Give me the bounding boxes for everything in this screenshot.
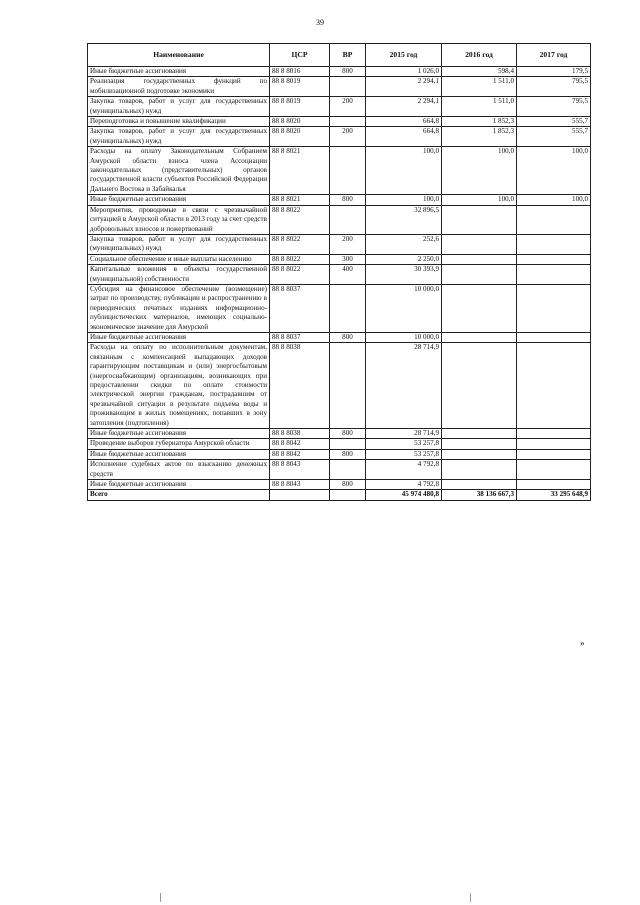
table-body: [88, 67, 591, 490]
header-2016: 2016 год: [442, 44, 517, 67]
row-2016: [442, 254, 517, 264]
row-name: Иные бюджетные ассигнования: [88, 429, 270, 439]
row-2017: [517, 460, 591, 480]
table-row: [88, 77, 591, 97]
row-csr: 88 8 8021: [270, 195, 330, 205]
row-2015: 53 257,8: [366, 449, 442, 459]
row-vr: 800: [330, 67, 366, 77]
row-vr: 200: [330, 127, 366, 147]
row-vr: [330, 117, 366, 127]
row-vr: [330, 205, 366, 234]
row-name: Исполнение судебных актов по взысканию денежных средств: [88, 460, 270, 480]
row-name: Закупка товаров, работ и услуг для государственных (муниципальных) нужд: [88, 127, 270, 147]
row-csr: 88 8 8043: [270, 460, 330, 480]
row-name: Расходы на оплату по исполнительным документам, связанным с компенсацией выпадающих доходов гарантирующим поставщикам и (или) энергосбытовым (энергоснабжающим) организациям, возникающих при предоставлении скидки по оплате стоимости электрической энергии гражданам, пострадавшим от чрезвычайной ситуации в результате подъема воды и проживающим в жилых помещениях, попавших в зону затопления (подтопления): [88, 343, 270, 429]
row-csr: 88 8 8038: [270, 343, 330, 429]
table-row: [88, 284, 591, 332]
page-number: 39: [316, 18, 324, 27]
table-header-row: [88, 44, 591, 67]
table-row: [88, 117, 591, 127]
row-csr: 88 8 8022: [270, 265, 330, 285]
row-vr: 800: [330, 480, 366, 490]
row-name: Закупка товаров, работ и услуг для государственных (муниципальных) нужд: [88, 234, 270, 254]
row-2017: 795,5: [517, 77, 591, 97]
row-2017: [517, 234, 591, 254]
row-2015: 28 714,9: [366, 429, 442, 439]
total-2017: 33 295 648,9: [517, 490, 591, 500]
row-csr: 88 8 8037: [270, 332, 330, 342]
row-2015: 100,0: [366, 195, 442, 205]
table-row: [88, 480, 591, 490]
row-csr: 88 8 8019: [270, 97, 330, 117]
row-2017: [517, 254, 591, 264]
row-vr: [330, 77, 366, 97]
table-row: [88, 234, 591, 254]
row-name: Социальное обеспечение и иные выплаты населению: [88, 254, 270, 264]
row-2017: [517, 343, 591, 429]
table-row: [88, 343, 591, 429]
row-2017: [517, 265, 591, 285]
row-vr: 800: [330, 449, 366, 459]
row-2017: 795,5: [517, 97, 591, 117]
total-vr: [330, 490, 366, 500]
row-name: Капитальные вложения в объекты государственной (муниципальной) собственности: [88, 265, 270, 285]
row-vr: 200: [330, 234, 366, 254]
row-name: Проведение выборов губернатора Амурской области: [88, 439, 270, 449]
row-csr: 88 8 8042: [270, 439, 330, 449]
row-2017: [517, 449, 591, 459]
row-2015: 4 792,8: [366, 480, 442, 490]
row-csr: 88 8 8022: [270, 205, 330, 234]
row-2015: 28 714,9: [366, 343, 442, 429]
total-csr: [270, 490, 330, 500]
row-vr: [330, 460, 366, 480]
row-name: Субсидия на финансовое обеспечение (возмещение) затрат по производству, публикации и распространению в периодических печатных изданиях информационно-публицистических материалов, имеющих социально-экономическое значение для Амурской: [88, 284, 270, 332]
table-row: [88, 449, 591, 459]
header-csr: ЦСР: [270, 44, 330, 67]
row-2016: 1 852,3: [442, 117, 517, 127]
row-vr: [330, 439, 366, 449]
row-2017: [517, 332, 591, 342]
row-2015: 252,6: [366, 234, 442, 254]
row-vr: 400: [330, 265, 366, 285]
row-vr: 200: [330, 97, 366, 117]
row-2015: 2 250,0: [366, 254, 442, 264]
row-2017: [517, 429, 591, 439]
row-name: Иные бюджетные ассигнования: [88, 449, 270, 459]
row-2017: [517, 284, 591, 332]
row-name: Закупка товаров, работ и услуг для государственных (муниципальных) нужд: [88, 97, 270, 117]
table-row: [88, 147, 591, 195]
table-row: [88, 67, 591, 77]
row-2015: 2 294,1: [366, 77, 442, 97]
row-name: Расходы на оплату Законодательным Собранием Амурской области взноса члена Ассоциации законодательных (представительных) органов государственной власти субъектов Российской Федерации Дальнего Востока и Забайкалья: [88, 147, 270, 195]
footer-tick: [160, 893, 161, 902]
row-name: Мероприятия, проводимые в связи с чрезвычайной ситуацией в Амурской области в 2013 году за счет средств добровольных взносов и пожертвований: [88, 205, 270, 234]
row-name: Иные бюджетные ассигнования: [88, 195, 270, 205]
row-2017: [517, 439, 591, 449]
row-2015: 2 294,1: [366, 97, 442, 117]
row-2017: 555,7: [517, 117, 591, 127]
row-2016: 1 852,3: [442, 127, 517, 147]
row-2016: 1 511,0: [442, 77, 517, 97]
row-2016: [442, 205, 517, 234]
table-row: [88, 429, 591, 439]
row-vr: [330, 343, 366, 429]
header-name: Наименование: [88, 44, 270, 67]
row-2017: 100,0: [517, 147, 591, 195]
row-2016: [442, 284, 517, 332]
row-2016: [442, 343, 517, 429]
row-2016: [442, 429, 517, 439]
row-csr: 88 8 8038: [270, 429, 330, 439]
row-2017: 179,5: [517, 67, 591, 77]
closing-quote: »: [580, 638, 585, 648]
row-2017: [517, 205, 591, 234]
row-2015: 10 000,0: [366, 332, 442, 342]
row-csr: 88 8 8019: [270, 77, 330, 97]
row-2016: [442, 332, 517, 342]
header-2015: 2015 год: [366, 44, 442, 67]
row-vr: [330, 147, 366, 195]
row-2016: 100,0: [442, 195, 517, 205]
row-2016: [442, 265, 517, 285]
row-name: Иные бюджетные ассигнования: [88, 332, 270, 342]
table-row: [88, 205, 591, 234]
table-row: [88, 195, 591, 205]
row-2016: [442, 439, 517, 449]
row-csr: 88 8 8037: [270, 284, 330, 332]
table-row: [88, 127, 591, 147]
row-vr: 800: [330, 332, 366, 342]
row-vr: 800: [330, 429, 366, 439]
row-name: Переподготовка и повышение квалификации: [88, 117, 270, 127]
row-2015: 53 257,8: [366, 439, 442, 449]
row-2016: [442, 234, 517, 254]
row-2015: 664,8: [366, 117, 442, 127]
total-label: Всего: [88, 490, 270, 500]
row-2015: 30 393,9: [366, 265, 442, 285]
row-2016: [442, 480, 517, 490]
row-2016: [442, 460, 517, 480]
table-row: [88, 97, 591, 117]
row-name: Реализация государственных функций по мобилизационной подготовке экономики: [88, 77, 270, 97]
table-row: [88, 439, 591, 449]
row-csr: 88 8 8020: [270, 127, 330, 147]
row-2016: [442, 449, 517, 459]
header-vr: ВР: [330, 44, 366, 67]
total-2015: 45 974 480,8: [366, 490, 442, 500]
table-row: [88, 254, 591, 264]
footer-tick: [470, 893, 471, 902]
row-csr: 88 8 8022: [270, 254, 330, 264]
row-csr: 88 8 8042: [270, 449, 330, 459]
total-row: [88, 490, 591, 500]
table-row: [88, 265, 591, 285]
row-2016: 598,4: [442, 67, 517, 77]
row-2015: 1 026,0: [366, 67, 442, 77]
row-csr: 88 8 8021: [270, 147, 330, 195]
row-2016: 1 511,0: [442, 97, 517, 117]
row-2017: 555,7: [517, 127, 591, 147]
row-2015: 100,0: [366, 147, 442, 195]
row-2015: 10 000,0: [366, 284, 442, 332]
row-2015: 32 896,5: [366, 205, 442, 234]
row-2015: 664,8: [366, 127, 442, 147]
row-csr: 88 8 8020: [270, 117, 330, 127]
row-vr: 300: [330, 254, 366, 264]
row-2017: [517, 480, 591, 490]
table-row: [88, 460, 591, 480]
row-vr: 800: [330, 195, 366, 205]
total-2016: 38 136 667,3: [442, 490, 517, 500]
budget-table: [87, 43, 591, 501]
row-2015: 4 792,8: [366, 460, 442, 480]
row-name: Иные бюджетные ассигнования: [88, 67, 270, 77]
row-csr: 88 8 8016: [270, 67, 330, 77]
row-csr: 88 8 8022: [270, 234, 330, 254]
row-csr: 88 8 8043: [270, 480, 330, 490]
row-2017: 100,0: [517, 195, 591, 205]
table-row: [88, 332, 591, 342]
header-2017: 2017 год: [517, 44, 591, 67]
row-vr: [330, 284, 366, 332]
row-name: Иные бюджетные ассигнования: [88, 480, 270, 490]
row-2016: 100,0: [442, 147, 517, 195]
